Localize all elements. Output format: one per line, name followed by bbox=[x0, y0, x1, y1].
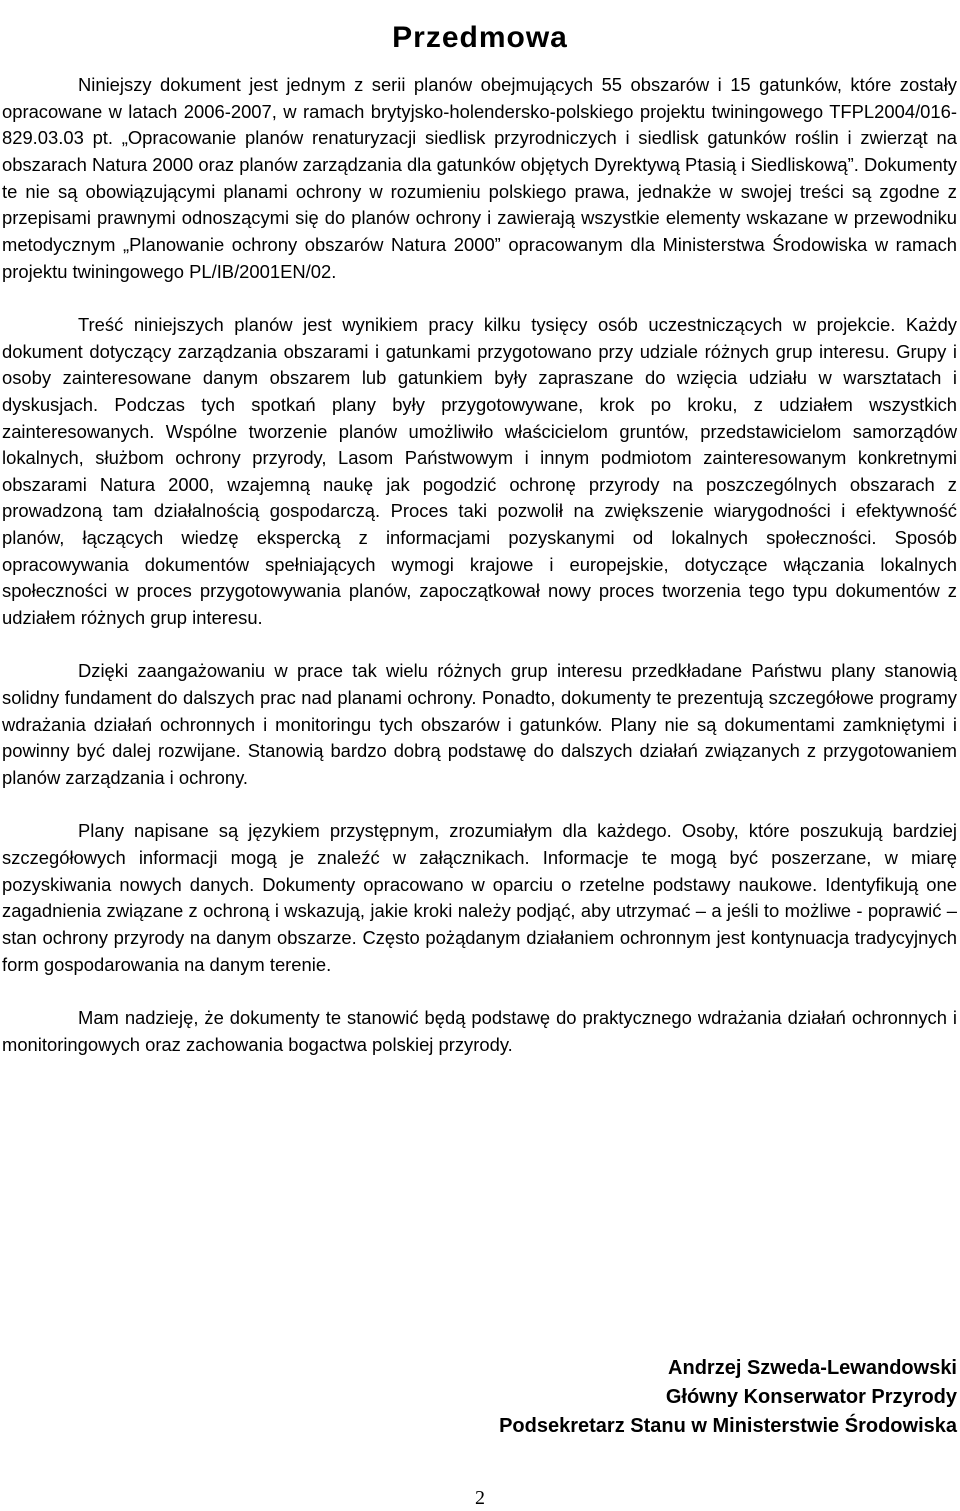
paragraph-1: Niniejszy dokument jest jednym z serii planów obejmujących 55 obszarów i 15 gatunków, które zostały opracowane w latach 2006-2007, w ramach brytyjsko-holendersko-polskiego projektu twiningowego TFPL2004/016-829.03.03 pt. „Opracowanie planów renaturyzacji siedlisk przyrodniczych i siedlisk gatunków roślin i zwierząt na obszarach Natura 2000 oraz planów zarządzania dla gatunków objętych Dyrektywą Ptasią i Siedliskową”. Dokumenty te nie są obowiązującymi planami ochrony w rozumieniu polskiego prawa, jednakże w swojej treści są zgodne z przepisami prawnymi odnoszącymi się do planów ochrony i zawierają wszystkie elementy wskazane w przewodniku metodycznym „Planowanie ochrony obszarów Natura 2000” opracowanym dla Ministerstwa Środowiska w ramach projektu twiningowego PL/IB/2001EN/02. bbox=[2, 74, 957, 282]
paragraph-2: Treść niniejszych planów jest wynikiem pracy kilku tysięcy osób uczestniczących w projekcie. Każdy dokument dotyczący zarządzania obszarami i gatunkami przygotowano przy udziale różnych grup interesu. Grupy i osoby zainteresowane danym obszarem lub gatunkiem były zapraszane do wzięcia udziału w warsztatach i dyskusjach. Podczas tych spotkań plany były przygotowywane, krok po kroku, z udziałem wszystkich zainteresowanych. Wspólne tworzenie planów umożliwiło właścicielom gruntów, przedstawicielom samorządów lokalnych, służbom ochrony przyrody, Lasom Państwowym i innym podmiotom zainteresowanym konkretnymi obszarami Natura 2000, wzajemną naukę jak pogodzić ochronę przyrody na poszczególnych obszarach z prowadzoną tam działalnością gospodarczą. Proces taki pozwolił na zwiększenie wiarygodności i efektywność planów, łączących wiedzę ekspercką z informacjami pozyskanymi od lokalnych społeczności. Sposób opracowywania dokumentów spełniających wymogi krajowe i europejskie, dotyczące włączania lokalnych społeczności w proces przygotowywania planów, zapoczątkował nowy proces tworzenia tego typu dokumentów z udziałem różnych grup interesu. bbox=[2, 313, 957, 629]
signature-name: Andrzej Szweda-Lewandowski bbox=[668, 1357, 957, 1379]
page-number: 2 bbox=[475, 1487, 485, 1509]
paragraph-3: Dzięki zaangażowaniu w prace tak wielu różnych grup interesu przedkładane Państwu plany stanowią solidny fundament do dalszych prac nad planami ochrony. Ponadto, dokumenty te prezentują szczegółowe programy wdrażania działań ochronnych i monitoringu tych obszarów i gatunków. Plany nie są dokumentami zamkniętymi i powinny być dalej rozwijane. Stanowią bardzo dobrą podstawę do dalszych działań związanych z przygotowaniem planów zarządzania i ochrony. bbox=[2, 660, 957, 789]
page-title: Przedmowa bbox=[392, 21, 568, 55]
signature-role: Główny Konserwator Przyrody bbox=[665, 1385, 957, 1408]
preface-body bbox=[2, 72, 957, 1085]
signature-position: Podsekretarz Stanu w Ministerstwie Środowiska bbox=[499, 1414, 957, 1437]
paragraph-4: Plany napisane są językiem przystępnym, zrozumiałym dla każdego. Osoby, które poszukują bardziej szczegółowych informacji mogą je znaleźć w załącznikach. Informacje te mogą być poszerzane, w miarę pozyskiwania nowych danych. Dokumenty opracowano w oparciu o rzetelne podstawy naukowe. Identyfikują one zagadnienia związane z ochroną i wskazują, jakie kroki należy podjąć, aby utrzymać – a jeśli to możliwe - poprawić – stan ochrony przyrody na danym obszarze. Często pożądanym działaniem ochronnym jest kontynuacja tradycyjnych form gospodarowania na danym terenie. bbox=[2, 820, 957, 975]
paragraph-5: Mam nadzieję, że dokumenty te stanowić będą podstawę do praktycznego wdrażania działań ochronnych i monitoringowych oraz zachowania bogactwa polskiej przyrody. bbox=[2, 1006, 957, 1055]
signature-block bbox=[499, 1354, 957, 1440]
